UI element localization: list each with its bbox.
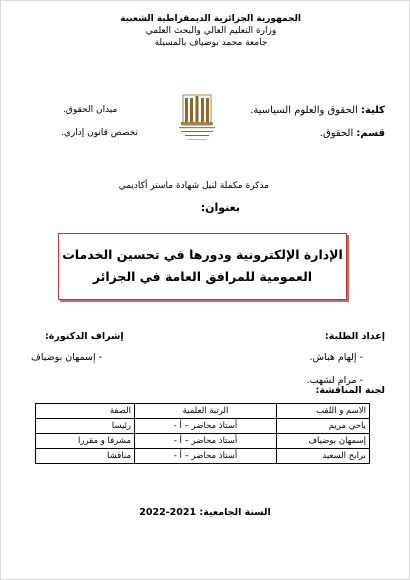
table-row [36,434,370,449]
supervisor-item [31,352,102,363]
jury-label: لجنة المناقشة: [315,385,385,396]
jury-role: مشرفا و مقررا [36,434,135,449]
list-dash: - [95,352,103,363]
jury-rank: أستاذ محاضر – أ - [135,449,277,464]
department-label: قسم: [356,128,385,139]
university-logo-icon [175,93,219,143]
republic-name: الجمهورية الجزائرية الديمقراطية الشعبية [120,14,301,24]
thesis-title-box [58,233,347,300]
table-header-cell: الاسم و اللقب [277,404,370,419]
jury-name: ياحي مريم [277,419,370,434]
table-row [36,449,370,464]
university-name: جامعة محمد بوضياف بالمسيلة [154,38,268,48]
faculty-value: الحقوق والعلوم السياسية. [250,105,358,116]
field-label: ميدان الحقوق. [63,105,118,115]
students-label: إعداد الطلبة: [324,331,385,342]
thesis-title-line1: الإدارة الإلكترونية ودورها في تحسين الخدمات [62,247,343,262]
jury-role: رئيسا [36,419,135,434]
student-item [309,352,363,363]
academic-year: السنة الجامعية: 2021-2022 [139,507,271,518]
faculty-line [250,105,385,116]
list-dash: - [356,352,363,363]
department-line [320,128,385,139]
department-value: الحقوق. [319,128,354,139]
memo-description: مذكرة مكملة لنيل شهادة ماستر أكاديمي [118,181,269,191]
thesis-title-line2: العمومية للمرافق العامة في الجزائر [92,269,313,284]
student-name: إلهام هباش. [309,352,357,363]
jury-rank: أستاذ محاضر – أ - [135,419,277,434]
header-block [121,13,301,49]
jury-name: إسمهان بوضياف [277,434,370,449]
title-label: بعنوان: [200,201,240,214]
supervisor-name: إسمهان بوضياف [31,352,96,363]
specialty-label: تخصص قانون إداري. [61,128,138,138]
jury-table [35,403,370,464]
table-header-row [36,404,370,419]
ministry-name: وزارة التعليم العالي والبحث العلمي [145,26,277,36]
supervisor-label: إشراف الدكتورة: [45,331,124,342]
jury-rank: أستاذ محاضر – أ - [135,434,277,449]
table-header-cell: الصفة [36,404,135,419]
jury-role: مناقشا [36,449,135,464]
table-row [36,419,370,434]
jury-name: برابح السعيد [277,449,370,464]
table-header-cell: الرتبة العلمية [135,404,277,419]
list-dash: - [356,375,363,386]
student-name: مرام لشهب. [306,375,357,386]
faculty-label: كلية: [360,105,385,116]
